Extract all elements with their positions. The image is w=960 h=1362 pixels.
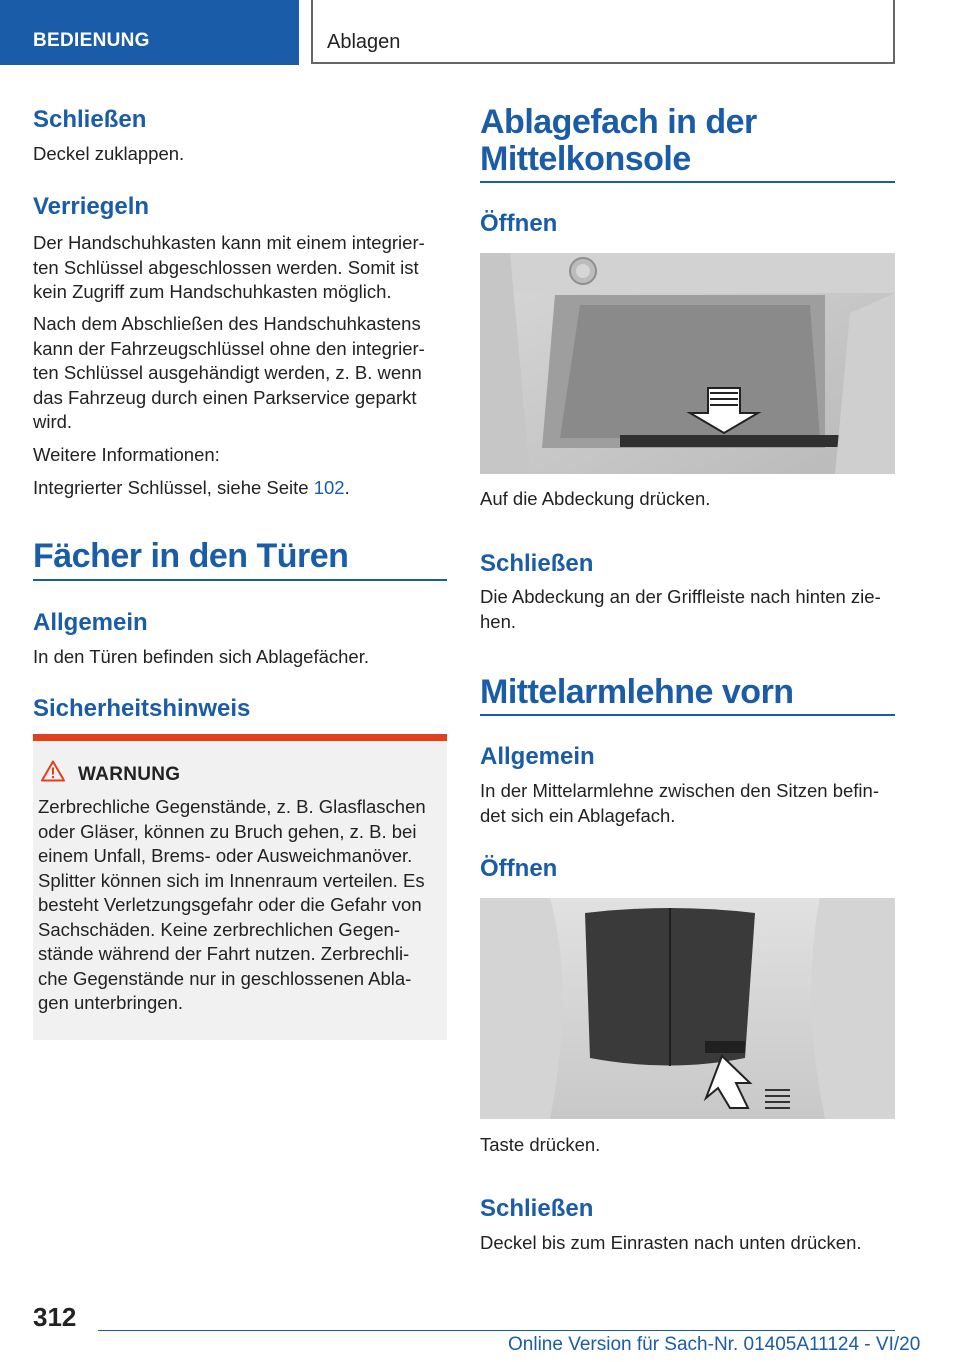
header-section-label: BEDIENUNG [33,30,150,51]
heading-schliessen: Schließen [33,106,147,133]
text-schliessen: Deckel zuklappen. [33,143,185,164]
heading-rule [480,714,895,716]
text-verriegeln-1: Der Handschuhkasten kann mit einem integrier‐ ten Schlüssel abgeschlossen werden. Somit ist kein Zugriff zum Handschuhkasten möglich. [33,232,425,302]
heading-faecher-tueren: Fächer in den Türen [33,537,349,575]
page-number: 312 [33,1302,77,1332]
page-reference-link[interactable]: 102 [313,477,345,498]
warning-text: Zerbrechliche Gegenstände, z. B. Glasflaschen oder Gläser, können zu Bruch gehen, z. B. bei einem Unfall, Brems- oder Ausweichmanöver. Splitter können sich im Innenraum verteilen. Es besteht Verletzungsgefahr oder die Gefahr von Sachschäden. Keine zerbrechlichen Gegen‐ stände während der Fahrt nutzen. Zerbrechli‐ che Gegenstände nur in geschlossenen Abla‐ gen unterbringen. [38,796,426,1013]
header-section-tab [0,0,299,65]
heading-rule [480,181,895,183]
text-schliessen-1: Die Abdeckung an der Griffleiste nach hinten zie‐ hen. [480,586,881,632]
heading-schliessen-1: Schließen [480,550,594,577]
caption-1: Auf die Abdeckung drücken. [480,488,711,509]
heading-oeffnen-1: Öffnen [480,210,558,237]
heading-rule [33,579,447,581]
console-photo [480,253,895,474]
header-chapter-box [311,0,895,64]
armrest-photo [480,898,895,1119]
text-weitere-informationen: Weitere Informationen: [33,444,220,465]
heading-allgemein-left: Allgemein [33,609,148,636]
caption-2: Taste drücken. [480,1134,601,1155]
heading-oeffnen-2: Öffnen [480,855,558,882]
heading-sicherheitshinweis: Sicherheitshinweis [33,695,251,722]
heading-allgemein-right: Allgemein [480,743,595,770]
warning-title: WARNUNG [78,764,181,785]
footer-online-version: Online Version für Sach-Nr. 01405A11124 - VI/20 [508,1334,921,1355]
text-verriegeln-2: Nach dem Abschließen des Handschuhkastens kann der Fahrzeugschlüssel ohne den integrier‐ ten Schlüssel ausgehändigt werden, z. B. wenn das Fahrzeug durch einen Parkservice geparkt wird. [33,313,425,432]
heading-ablagefach-mittelkonsole: Ablagefach in der Mittelkonsole [480,103,757,178]
text-allgemein-left: In den Türen befinden sich Ablagefächer. [33,646,369,667]
heading-schliessen-2: Schließen [480,1195,594,1222]
heading-mittelarmlehne: Mittelarmlehne vorn [480,673,794,711]
heading-verriegeln: Verriegeln [33,193,150,220]
footer-rule [98,1330,895,1331]
text-allgemein-right: In der Mittelarmlehne zwischen den Sitzen befin‐ det sich ein Ablagefach. [480,780,879,826]
text-schliessen-2: Deckel bis zum Einrasten nach unten drücken. [480,1232,862,1253]
text-reference: Integrierter Schlüssel, siehe Seite 102. [33,477,350,498]
warning-triangle-icon [41,760,65,782]
header-chapter-label: Ablagen [327,31,401,53]
